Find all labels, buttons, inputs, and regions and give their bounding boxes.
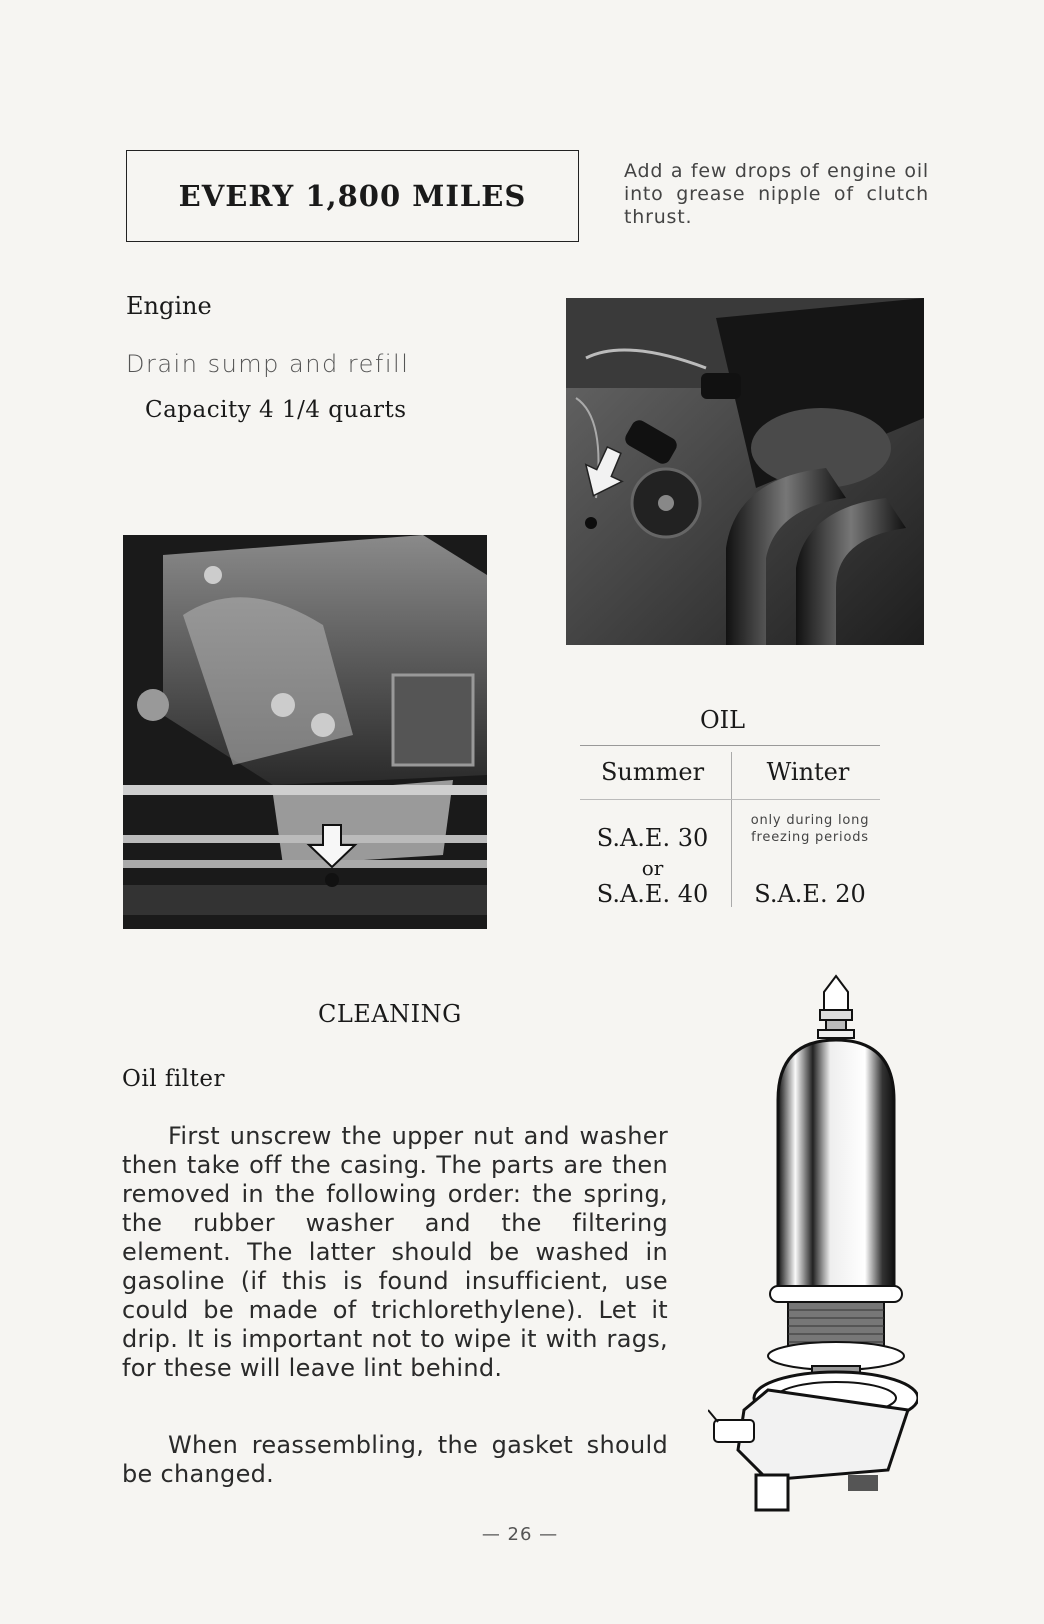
filter-instructions: First unscrew the upper nut and washer then take off the casing. The parts are then removed in the following order: the spring, the rubber washer and the filtering element. The latter should be washed in gasoline (if this is found insufficient, use could be made of trichlorethylene). Let it drip. It is important not to wipe it with rags, for these will leave lint behind. — [122, 1122, 668, 1382]
table-rule — [580, 799, 880, 800]
page-number: — 26 — — [481, 1524, 559, 1545]
engine-instruction: Drain sump and refill — [126, 350, 410, 378]
cleaning-heading: CLEANING — [318, 1000, 462, 1028]
table-divider — [731, 752, 732, 907]
section-title: EVERY 1,800 MILES — [178, 179, 527, 213]
clutch-note: Add a few drops of engine oil into grease nipple of clutch thrust. — [624, 160, 929, 228]
oil-filter-illustration — [708, 970, 918, 1518]
engine-capacity: Capacity 4 1/4 quarts — [145, 397, 407, 423]
summer-or: or — [641, 856, 664, 880]
column-header-summer: Summer — [600, 758, 705, 786]
table-rule — [580, 745, 880, 746]
sump-photo — [123, 535, 487, 929]
summer-grade-alt: S.A.E. 40 — [596, 880, 709, 908]
winter-note: only during long freezing periods — [750, 813, 870, 845]
reassembly-note: When reassembling, the gasket should be changed. — [122, 1431, 668, 1488]
engine-heading: Engine — [126, 292, 212, 320]
winter-grade: S.A.E. 20 — [754, 880, 866, 908]
summer-grade: S.A.E. 30 — [596, 824, 709, 852]
engine-bay-photo — [566, 298, 924, 645]
column-header-winter: Winter — [766, 758, 850, 786]
oil-filter-heading: Oil filter — [122, 1066, 225, 1092]
oil-table-title: OIL — [700, 706, 746, 734]
